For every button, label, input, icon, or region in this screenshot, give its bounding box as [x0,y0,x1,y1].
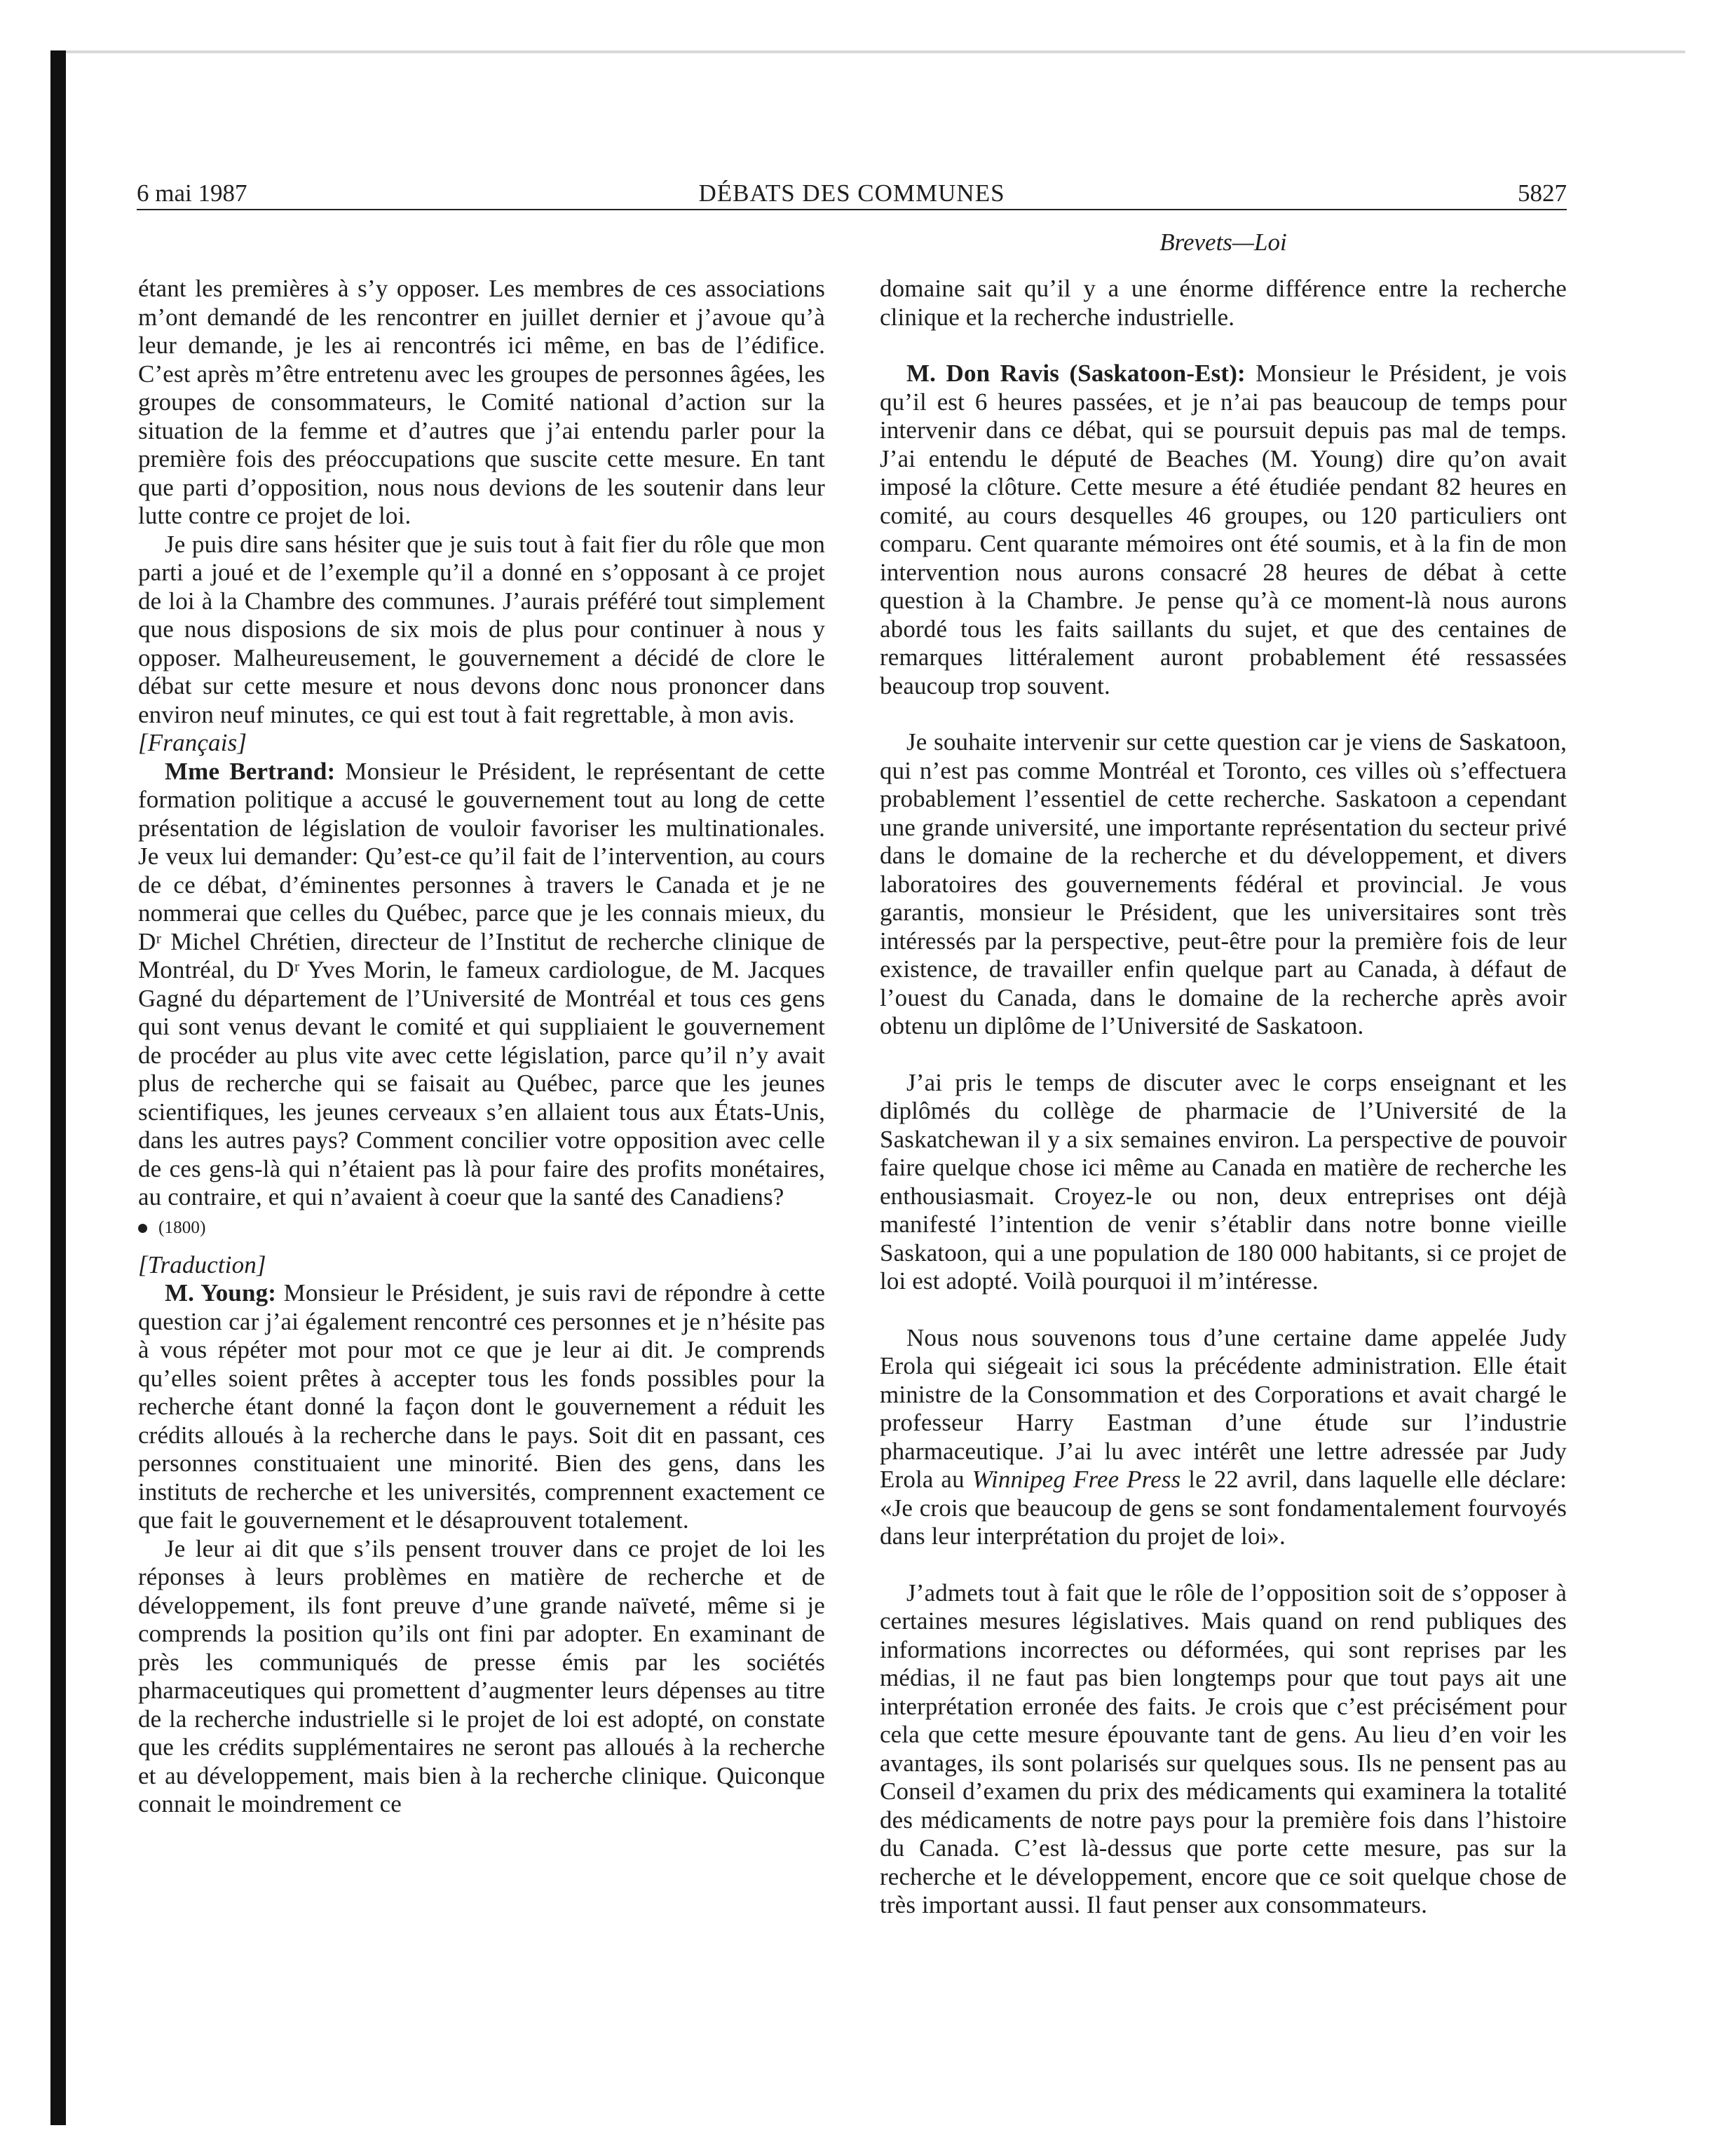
paragraph: Je souhaite intervenir sur cette question car je viens de Saskatoon, qui n’est pas comme Montréal et Toronto, ces villes où s’effectuera probablement l’essentiel de cette recherche. Saskatoon a cependant une grande université, une importante représentation du secteur privé dans le domaine de la recherche et du développement, et divers laboratoires des gouvernements fédéral et provincial. Je vous garantis, monsieur le Président, que les universitaires sont très intéressés par la perspective, peut-être pour la première fois de leur existence, de travailler enfin quelque part au Canada, à défaut de l’ouest du Canada, dans le domaine de la recherche après avoir obtenu un diplôme de l’Université de Saskatoon. [880,728,1567,1039]
paragraph [880,1324,1567,1551]
header-publication: DÉBATS DES COMMUNES [698,179,1005,207]
running-head [137,177,1567,210]
header-page-number: 5827 [1518,179,1567,207]
language-tag: [Français] [138,729,247,756]
scan-top-edge [66,50,1685,53]
speaker-name: M. Young: [165,1279,277,1306]
timestamp [138,1215,825,1241]
paragraph: domaine sait qu’il y a une énorme différence entre la recherche clinique et la recherche industrielle. [880,275,1567,331]
header-rule [137,209,1567,210]
right-column [880,275,1567,1920]
paragraph: Je puis dire sans hésiter que je suis tout à fait fier du rôle que mon parti a joué et de l’exemple qu’il a donné en s’opposant à ce projet de loi à la Chambre des communes. J’aurais préféré tout simplement que nous disposions de six mois de plus pour continuer à nous y opposer. Malheureusement, le gouvernement a décidé de clore le débat sur cette mesure et nous devons donc nous prononcer dans environ neuf minutes, ce qui est tout à fait regrettable, à mon avis. [138,530,825,728]
speech-paragraph [138,1279,825,1535]
paragraph: J’ai pris le temps de discuter avec le corps enseignant et les diplômés du collège de pharmacie de l’Université de la Saskatchewan il y a six semaines environ. La perspective de pouvoir faire quelque chose ici même au Canada en matière de recherche les enthousiasmait. Croyez-le ou non, deux entreprises ont déjà manifesté l’intention de venir s’établir dans notre bonne vieille Saskatoon, qui a une population de 180 000 habitants, si ce projet de loi est adopté. Voilà pourquoi il m’intéresse. [880,1068,1567,1295]
header-date: 6 mai 1987 [137,179,247,207]
speaker-name: M. Don Ravis (Saskatoon-Est): [906,360,1246,387]
speech-paragraph [880,360,1567,700]
paragraph: J’admets tout à fait que le rôle de l’opposition soit de s’opposer à certaines mesures législatives. Mais quand on rend publiques des informations incorrectes ou déformées, qui sont reprises par les médias, il ne faut pas bien longtemps pour que tout pays ait une interprétation erronée des faits. Je crois que c’est précisément pour cela que cette mesure épouvante tant de gens. Au lieu d’en voir les avantages, ils sont polarisés sur quelques sous. Ils ne pensent pas au Conseil d’examen du prix des médicaments qui examinera la totalité des médicaments de notre pays pour la première fois dans l’histoire du Canada. C’est là-dessus que porte cette mesure, pas sur la recherche et le développement, encore que ce soit quelque chose de très important aussi. Il faut penser aux consommateurs. [880,1578,1567,1918]
timestamp-text: (1800) [158,1217,206,1237]
paragraph-text: le 22 avril, dans laquelle elle déclare: «Je crois que beaucoup de gens se sont fondamentalement fourvoyés dans leur interprétation du projet de loi». [880,1466,1567,1550]
newspaper-title: Winnipeg Free Press [972,1466,1181,1493]
speech-text: Monsieur le Président, je suis ravi de répondre à cette question car j’ai également rencontré ces personnes et je n’hésite pas à vous répéter mot pour mot ce que je leur ai dit. Je comprends qu’elles soient prêtes à accepter tous les fonds possibles pour la recherche étant donné la façon dont le gouvernement a réduit les crédits alloués à la recherche dans le pays. Soit dit en passant, ces personnes constituaient une minorité. Bien des gens, dans les instituts de recherche et les universités, comprennent exactement ce que fait le gouvernement et le désaprouvent totalement. [138,1279,825,1534]
speaker-name: Mme Bertrand: [165,757,336,785]
subject-heading: Brevets—Loi [1159,228,1287,256]
speech-text: Monsieur le Président, je vois qu’il est 6 heures passées, et je n’ai pas beaucoup de temps pour intervenir dans ce débat, qui se poursuit depuis pas mal de temps. J’ai entendu le député de Beaches (M. Young) dire qu’on avait imposé la clôture. Cette mesure a été étudiée pendant 82 heures en comité, au cours desquelles 46 groupes, ou 120 particuliers ont comparu. Cent quarante mémoires ont été soumis, et à la fin de mon intervention nous aurons consacré 28 heures de débat à cette question à la Chambre. Je pense qu’à ce moment-là nous aurons abordé tous les faits saillants du sujet, et que des centaines de remarques littéralement auront probablement été ressassées beaucoup trop souvent. [880,360,1567,700]
paragraph: étant les premières à s’y opposer. Les membres de ces associations m’ont demandé de les rencontrer en juillet dernier et j’avoue qu’à leur demande, je les ai rencontrés ici même, en bas de l’édifice. C’est après m’être entretenu avec les groupes de personnes âgées, les groupes de consommateurs, le Comité national d’action sur la situation de la femme et d’autres que j’ai entendu parler pour la première fois des préoccupations que suscite cette mesure. En tant que parti d’opposition, nous nous devions de les soutenir dans leur lutte contre ce projet de loi. [138,275,825,529]
left-column [138,275,825,1819]
paragraph-text: Nous nous souvenons tous d’une certaine dame appelée Judy Erola qui siégeait ici sous la précédente administration. Elle était ministre de la Consommation et des Corporations et avait chargé le professeur Harry Eastman d’une étude sur l’industrie pharmaceutique. J’ai lu avec intérêt une lettre adressée par Judy Erola au [880,1323,1567,1493]
paragraph: Je leur ai dit que s’ils pensent trouver dans ce projet de loi les réponses à leurs problèmes en matière de recherche et de développement, ils font preuve d’une grande naïveté, même si je comprends la position qu’ils ont fini par adopter. En examinant de près les communiqués de presse émis par les sociétés pharmaceutiques qui promettent d’augmenter leurs dépenses au titre de la recherche industrielle si le projet de loi est adopté, on constate que les crédits supplémentaires ne seront pas alloués à la recherche et au développement, mais bien à la recherche clinique. Quiconque connait le moindrement ce [138,1534,825,1817]
speech-paragraph [138,758,825,1212]
bullet-icon [138,1224,147,1233]
language-tag: [Traduction] [138,1250,266,1278]
speech-text: Monsieur le Président, le représentant de cette formation politique a accusé le gouvernement tout au long de cette présentation de législation de vouloir favoriser les multinationales. Je veux lui demander: Qu’est-ce qu’il fait de l’intervention, au cours de ce débat, d’éminentes personnes à travers le Canada et je ne nommerai que celles du Québec, parce que je les connais mieux, du Dʳ Michel Chrétien, directeur de l’Institut de recherche clinique de Montréal, du Dʳ Yves Morin, le fameux cardiologue, de M. Jacques Gagné du département de l’Université de Montréal et tous ces gens qui sont venus devant le comité et qui suppliaient le gouvernement de procéder au plus vite avec cette législation, parce qu’il n’y avait plus de recherche qui se faisait au Québec, parce que les jeunes scientifiques, les jeunes cerveaux s’en allaient tous aux États-Unis, dans les autres pays? Comment concilier votre opposition avec celle de ces gens-là qui n’étaient pas là pour faire des profits monétaires, au contraire, et qui n’avaient à coeur que la santé des Canadiens? [138,757,825,1210]
scan-edge [50,50,66,2125]
